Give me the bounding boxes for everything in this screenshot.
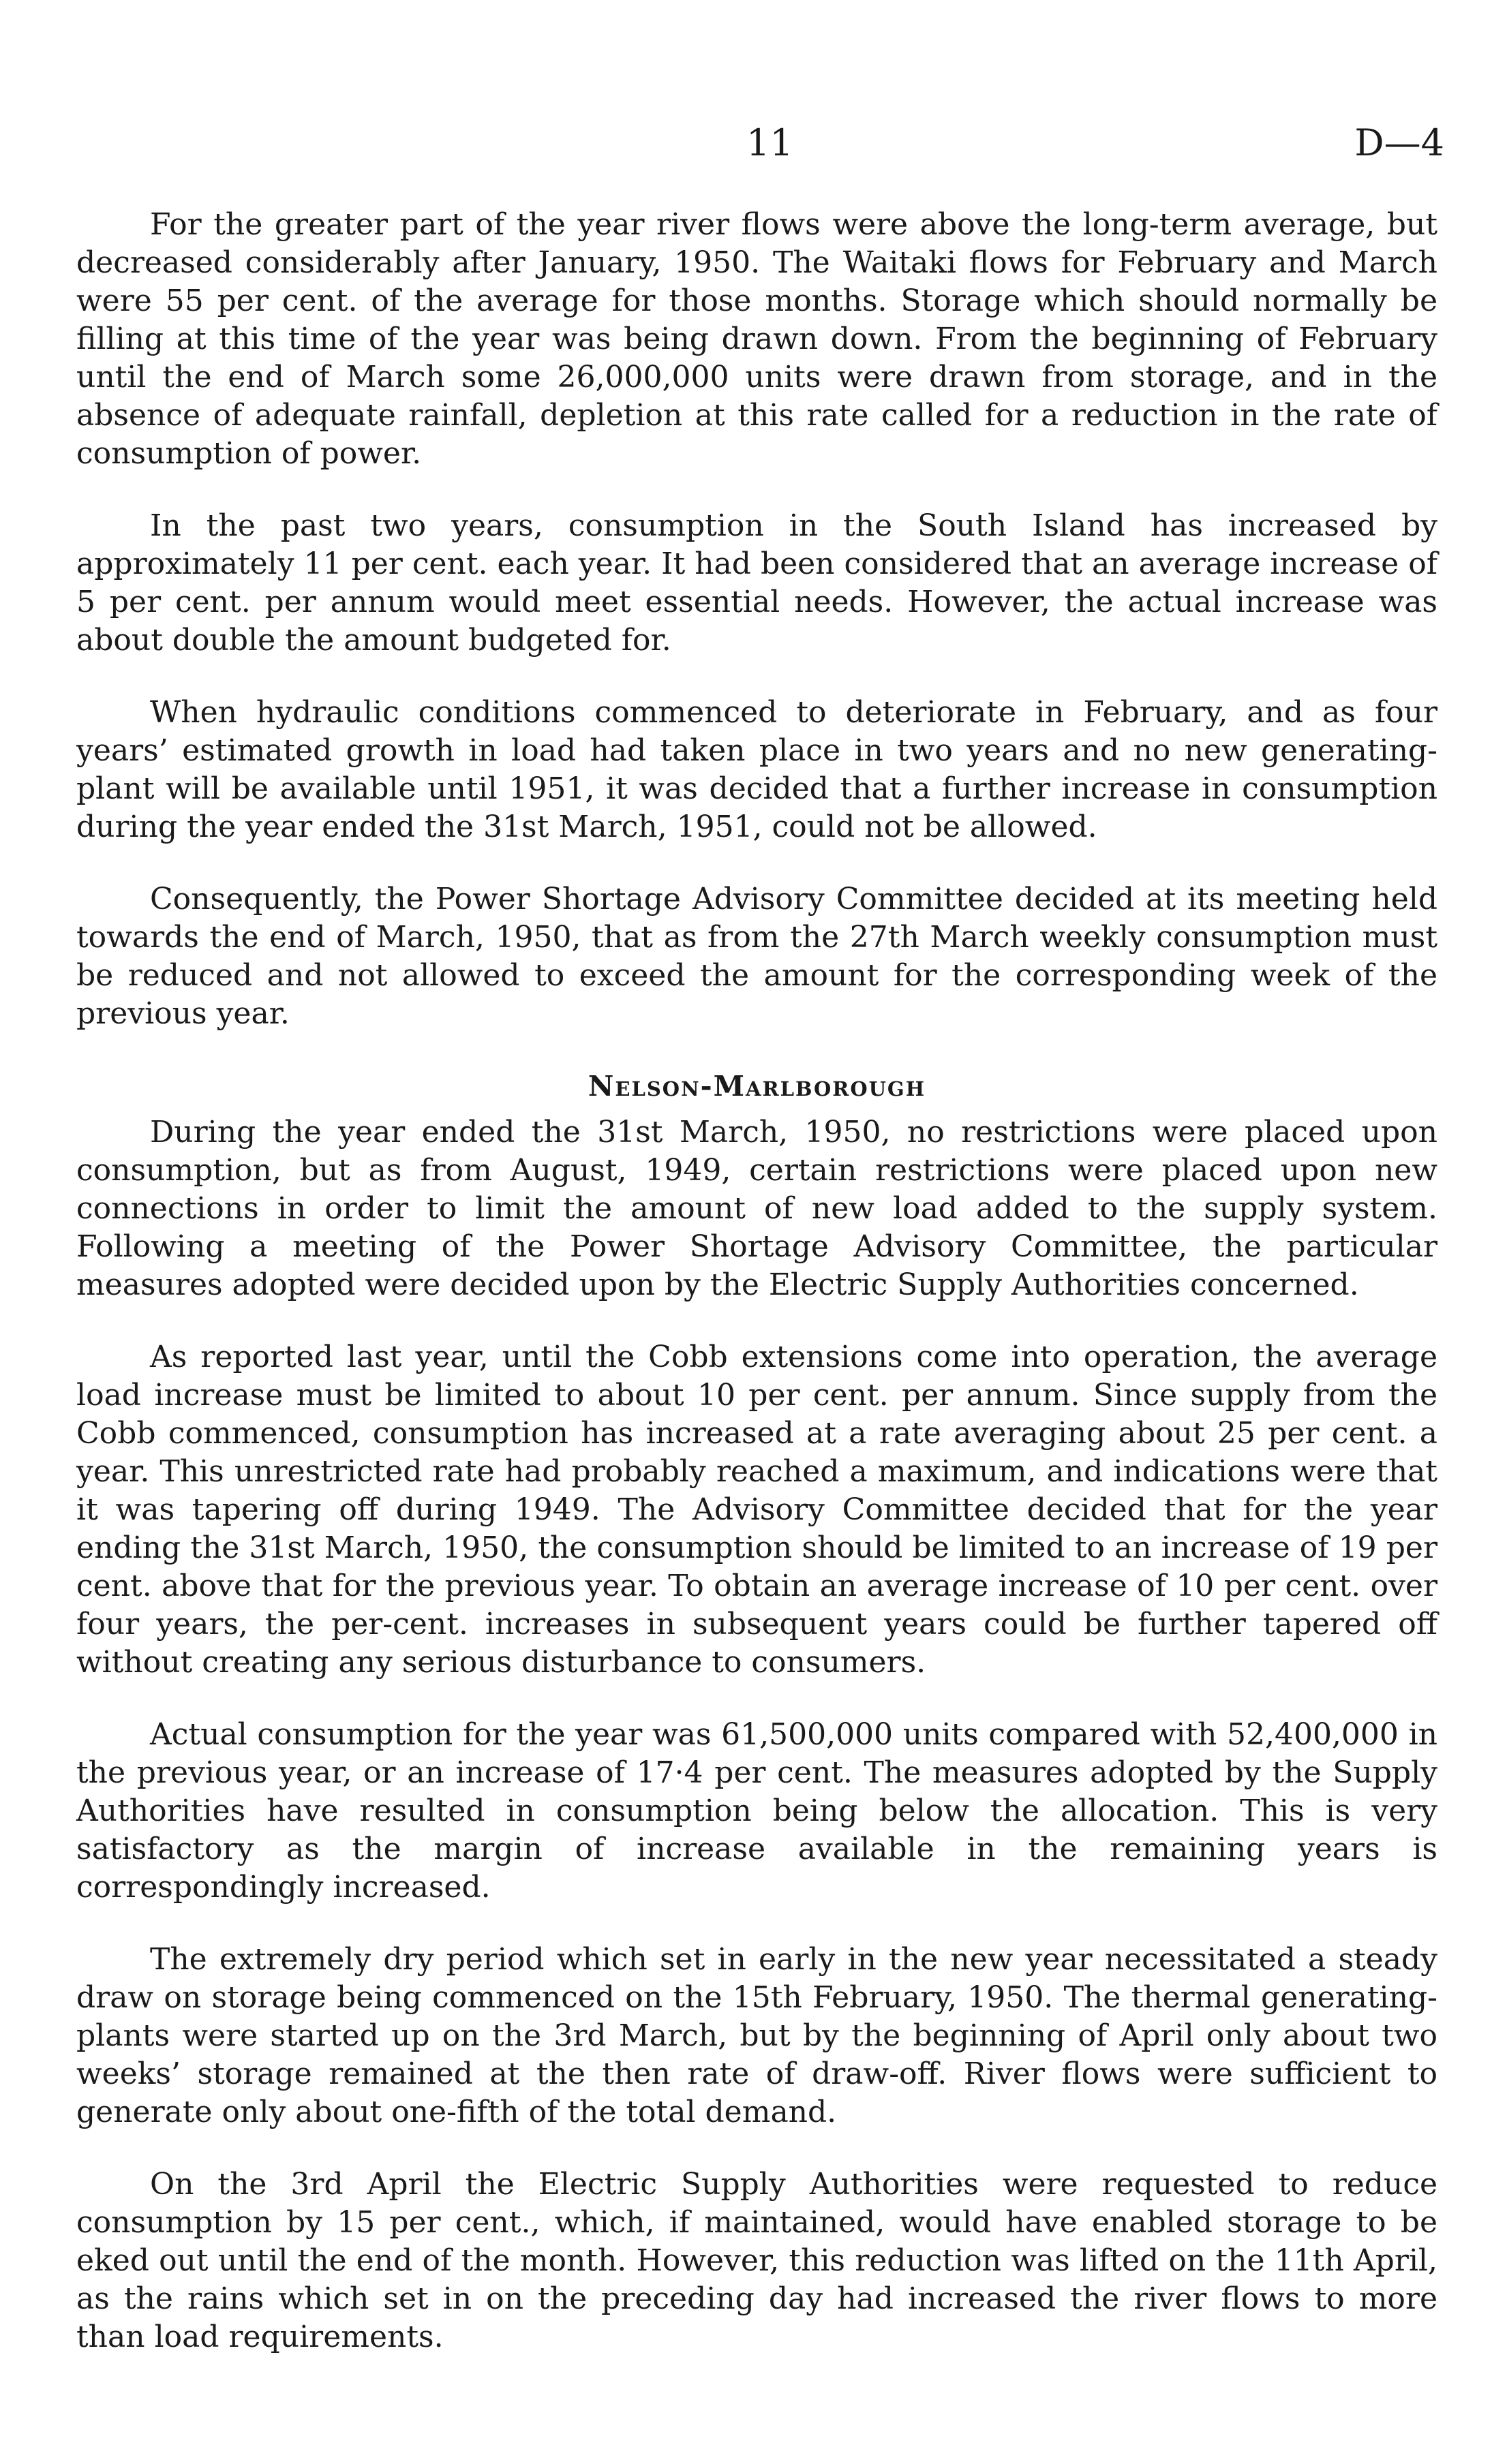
document-reference: D—4 bbox=[1354, 121, 1444, 164]
paragraph: For the greater part of the year river flows were above the long-term average, but decreased considerably after January, 1950. The Waitaki flows for February and March were 55 per cent. of the average for those months. Storage which should normally be filling at this time of the year was being drawn down. From the beginning of February until the end of March some 26,000,000 units were drawn from storage, and in the absence of adequate rainfall, depletion at this rate called for a reduction in the rate of consumption of power. bbox=[76, 207, 1437, 471]
paragraph: The extremely dry period which set in early in the new year necessitated a steady draw on storage being commenced on the 15th February, 1950. The thermal generating-plants were started up on the 3rd March, but by the beginning of April only about two weeks’ storage remained at the then rate of draw-off. River flows were sufficient to generate only about one-fifth of the total demand. bbox=[76, 1942, 1437, 2129]
paragraph: When hydraulic conditions commenced to deteriorate in February, and as four years’ estimated growth in load had taken place in two years and no new generating-plant will be available until 1951, it was decided that a further increase in consumption during the year ended the 31st March, 1951, could not be allowed. bbox=[76, 695, 1437, 844]
paragraph: Consequently, the Power Shortage Advisory Committee decided at its meeting held towards the end of March, 1950, that as from the 27th March weekly consumption must be reduced and not allowed to exceed the amount for the corresponding week of the previous year. bbox=[76, 882, 1437, 1031]
paragraph: As reported last year, until the Cobb extensions come into operation, the average load increase must be limited to about 10 per cent. per annum. Since supply from the Cobb commenced, consumption has increased at a rate averaging about 25 per cent. a year. This unrestricted rate had probably reached a maximum, and indications were that it was tapering off during 1949. The Advisory Committee decided that for the year ending the 31st March, 1950, the consumption should be limited to an increase of 19 per cent. above that for the previous year. To obtain an average increase of 10 per cent. over four years, the per-cent. increases in subsequent years could be further tapered off without creating any serious disturbance to consumers. bbox=[76, 1340, 1437, 1680]
page-header bbox=[0, 119, 1507, 174]
paragraph: On the 3rd April the Electric Supply Authorities were requested to reduce consumption by 15 per cent., which, if maintained, would have enabled storage to be eked out until the end of the month. However, this reduction was lifted on the 11th April, as the rains which set in on the preceding day had increased the river flows to more than load requirements. bbox=[76, 2167, 1437, 2354]
paragraph: Actual consumption for the year was 61,500,000 units compared with 52,400,000 in the previous year, or an increase of 17·4 per cent. The measures adopted by the Supply Authorities have resulted in consumption being below the allocation. This is very satisfactory as the margin of increase available in the remaining years is correspondingly increased. bbox=[76, 1717, 1437, 1905]
page-number: 11 bbox=[746, 121, 793, 164]
body-text bbox=[76, 206, 1437, 2390]
paragraph: In the past two years, consumption in the South Island has increased by approximately 11 per cent. each year. It had been considered that an average increase of 5 per cent. per annum would meet essential needs. However, the actual increase was about double the amount budgeted for. bbox=[76, 508, 1437, 658]
paragraph: During the year ended the 31st March, 1950, no restrictions were placed upon consumption, but as from August, 1949, certain restrictions were placed upon new connections in order to limit the amount of new load added to the supply system. Following a meeting of the Power Shortage Advisory Committee, the particular measures adopted were decided upon by the Electric Supply Authorities concerned. bbox=[76, 1115, 1437, 1302]
section-heading: Nelson-Marlborough bbox=[588, 1070, 926, 1103]
